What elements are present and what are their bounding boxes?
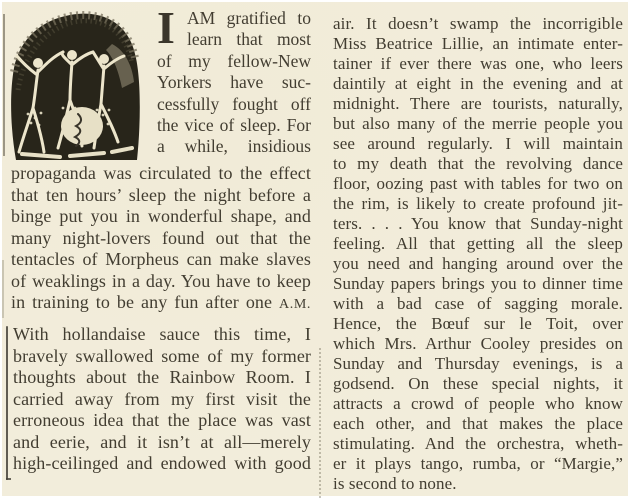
- text-line: thoughts about the Rainbow Room. I: [13, 367, 311, 387]
- text-line: erroneous idea that the place was vast: [13, 410, 311, 430]
- text-line: that ten hours’ sleep the night before a: [11, 184, 311, 205]
- text-line: to my death that the revolving dance: [333, 154, 623, 173]
- text-line: which Mrs. Arthur Cooley presides on: [333, 334, 623, 353]
- text-line: learn that most: [187, 29, 311, 50]
- margin-bracket-foot: [6, 478, 11, 480]
- text-line: Sunday and Thursday evenings, is a: [333, 354, 623, 373]
- text-line: floor, oozing past with tables for two on: [333, 174, 623, 193]
- text-line: godsend. On these special nights, it: [333, 374, 623, 393]
- text-line: tentacles of Morpheus can make slaves: [11, 249, 311, 269]
- text-line: propaganda was circulated to the effect: [11, 163, 311, 183]
- text-line: you need and hanging around over the: [333, 254, 623, 273]
- text-line: but also many of the merrie people you: [333, 114, 623, 133]
- woodcut-dancers-illustration: [8, 10, 144, 160]
- text-line: tainer if ever there was one, who leers: [333, 54, 623, 73]
- opening-paragraph-beside-illustration: [157, 2, 311, 158]
- text-line: bravely swallowed some of my former: [13, 345, 311, 366]
- right-column-paragraph: [333, 14, 623, 494]
- opening-paragraph-continued: [11, 163, 311, 316]
- text-line: see around regularly. I will maintain: [333, 134, 623, 153]
- text-line: carried away from my first visit the: [13, 388, 311, 409]
- scan-edge-artifact: [3, 14, 5, 156]
- margin-bracket: [6, 326, 8, 480]
- text-line: Sunday papers brings you to dinner time: [333, 274, 623, 293]
- text-line: the vice of sleep. For: [157, 115, 311, 136]
- am-abbreviation: A.M.: [279, 297, 311, 312]
- text-run: in training to be any fun after one: [11, 292, 280, 312]
- text-line: ters. . . . You know that Sunday-night: [333, 214, 623, 233]
- scan-edge-artifact: [2, 260, 4, 318]
- text-line: the rim, is likely to create profound jit-: [333, 194, 623, 213]
- text-line: feeling. All that getting all the sleep: [333, 234, 623, 253]
- text-line: binge put you in wonderful shape, and: [11, 206, 311, 226]
- text-line: attracts a crowd of people who know: [333, 394, 623, 413]
- text-line: of weaklings in a day. You have to keep: [11, 270, 311, 291]
- text-line: Hence, the Bœuf sur le Toit, over: [333, 314, 623, 333]
- text-line: stimulating. And the orchestra, wheth-: [333, 434, 623, 453]
- text-line: many night-lovers found out that the: [11, 227, 311, 248]
- text-line: cessfully fought off: [157, 93, 311, 114]
- text-line: er it plays tango, rumba, or “Margie,”: [333, 454, 623, 473]
- text-line: of my fellow-New: [157, 50, 311, 71]
- text-line: and eerie, and it isn’t at all—merely: [13, 431, 311, 452]
- text-line: Yorkers have suc-: [157, 72, 311, 93]
- drop-cap: I: [157, 2, 175, 53]
- second-paragraph: [13, 324, 311, 475]
- text-line: each other, and that makes the place: [333, 414, 623, 433]
- text-line: Miss Beatrice Lillie, an intimate enter-: [333, 34, 623, 53]
- text-line: is second to none.: [333, 474, 457, 493]
- text-line: AM gratified to: [187, 8, 311, 28]
- text-line: midnight. There are tourists, naturally,: [333, 94, 623, 113]
- text-line: with a bad case of sagging morale.: [333, 294, 623, 313]
- text-line: [11, 292, 311, 316]
- text-line: a while, insidious: [157, 136, 311, 157]
- woodcut-dancers-icon: [8, 10, 144, 160]
- magazine-page: [2, 2, 628, 496]
- text-line: air. It doesn’t swamp the incorrigible: [333, 14, 623, 33]
- column-gutter-line: [319, 348, 321, 498]
- text-line: daintily at eight in the evening and at: [333, 74, 623, 93]
- text-line: With hollandaise sauce this time, I: [13, 324, 311, 344]
- text-line: high-ceilinged and endowed with good: [13, 453, 311, 473]
